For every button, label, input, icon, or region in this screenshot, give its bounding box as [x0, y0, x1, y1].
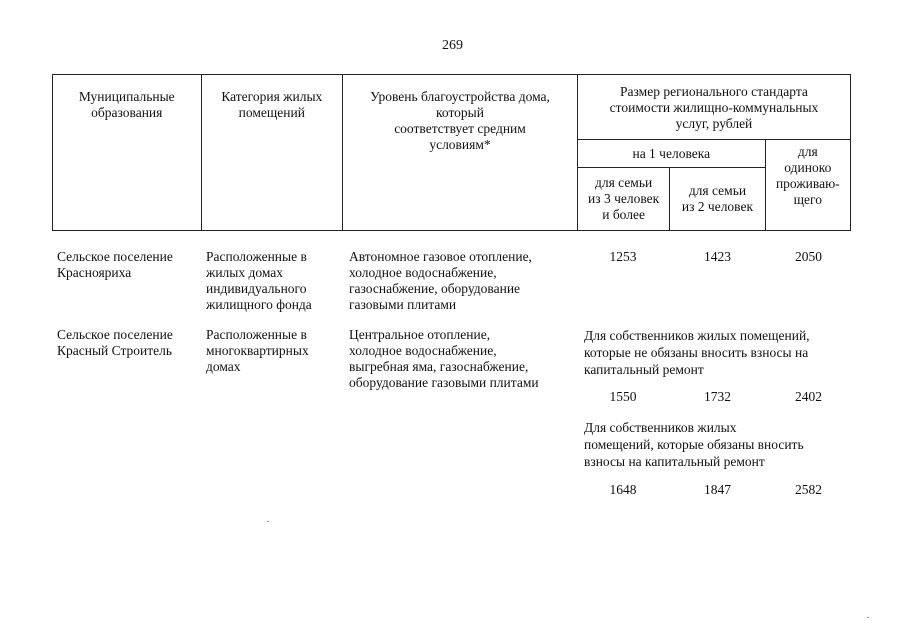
header-municipality: Муниципальные образования: [53, 75, 202, 231]
row2-group1-note: Для собственников жилых помещений, которые не обязаны вносить взносы на капитальный ремонт: [584, 328, 810, 377]
row2-group2-value-family3: 1648: [609, 482, 637, 497]
scan-speck: [267, 521, 269, 522]
header-family-2: для семьи из 2 человек: [670, 168, 765, 231]
page-number: 269: [442, 38, 463, 53]
row2-group2-value-family2: 1847: [704, 482, 731, 497]
row2-group1-value-family2: 1732: [704, 389, 731, 404]
row2-category: Расположенные в многоквартирных домах: [206, 327, 309, 374]
row1-category: Расположенные в жилых домах индивидуального жилищного фонда: [206, 249, 312, 312]
row2-group1-value-single: 2402: [795, 389, 822, 404]
header-family-3-plus: для семьи из 3 человек и более: [577, 168, 669, 231]
header-category: Категория жилых помещений: [201, 75, 343, 231]
row1-improvement: Автономное газовое отопление, холодное водоснабжение, газоснабжение, оборудование газовыми плитами: [349, 249, 532, 312]
row2-municipality: Сельское поселение Красный Строитель: [57, 327, 173, 358]
header-per-person: на 1 человека: [577, 140, 765, 168]
row2-group1-value-family3: 1550: [609, 389, 637, 404]
header-improvement-level: Уровень благоустройства дома, который соответствует средним условиям*: [343, 75, 578, 231]
scan-speck: [867, 617, 869, 618]
row2-group2-value-single: 2582: [795, 482, 822, 497]
row1-municipality: Сельское поселение Краснояриха: [57, 249, 173, 280]
table-header: [52, 74, 851, 231]
header-single-resident: для одиноко проживаю- щего: [765, 140, 850, 231]
row2-group2-note: Для собственников жилых помещений, которые обязаны вносить взносы на капитальный ремонт: [584, 420, 804, 469]
row1-value-single: 2050: [795, 249, 822, 264]
row1-value-family2: 1423: [704, 249, 731, 264]
header-standard-size: Размер регионального стандарта стоимости жилищно-коммунальных услуг, рублей: [577, 75, 850, 140]
row2-improvement: Центральное отопление, холодное водоснабжение, выгребная яма, газоснабжение, оборудование газовыми плитами: [349, 327, 539, 390]
row1-value-family3: 1253: [609, 249, 637, 264]
